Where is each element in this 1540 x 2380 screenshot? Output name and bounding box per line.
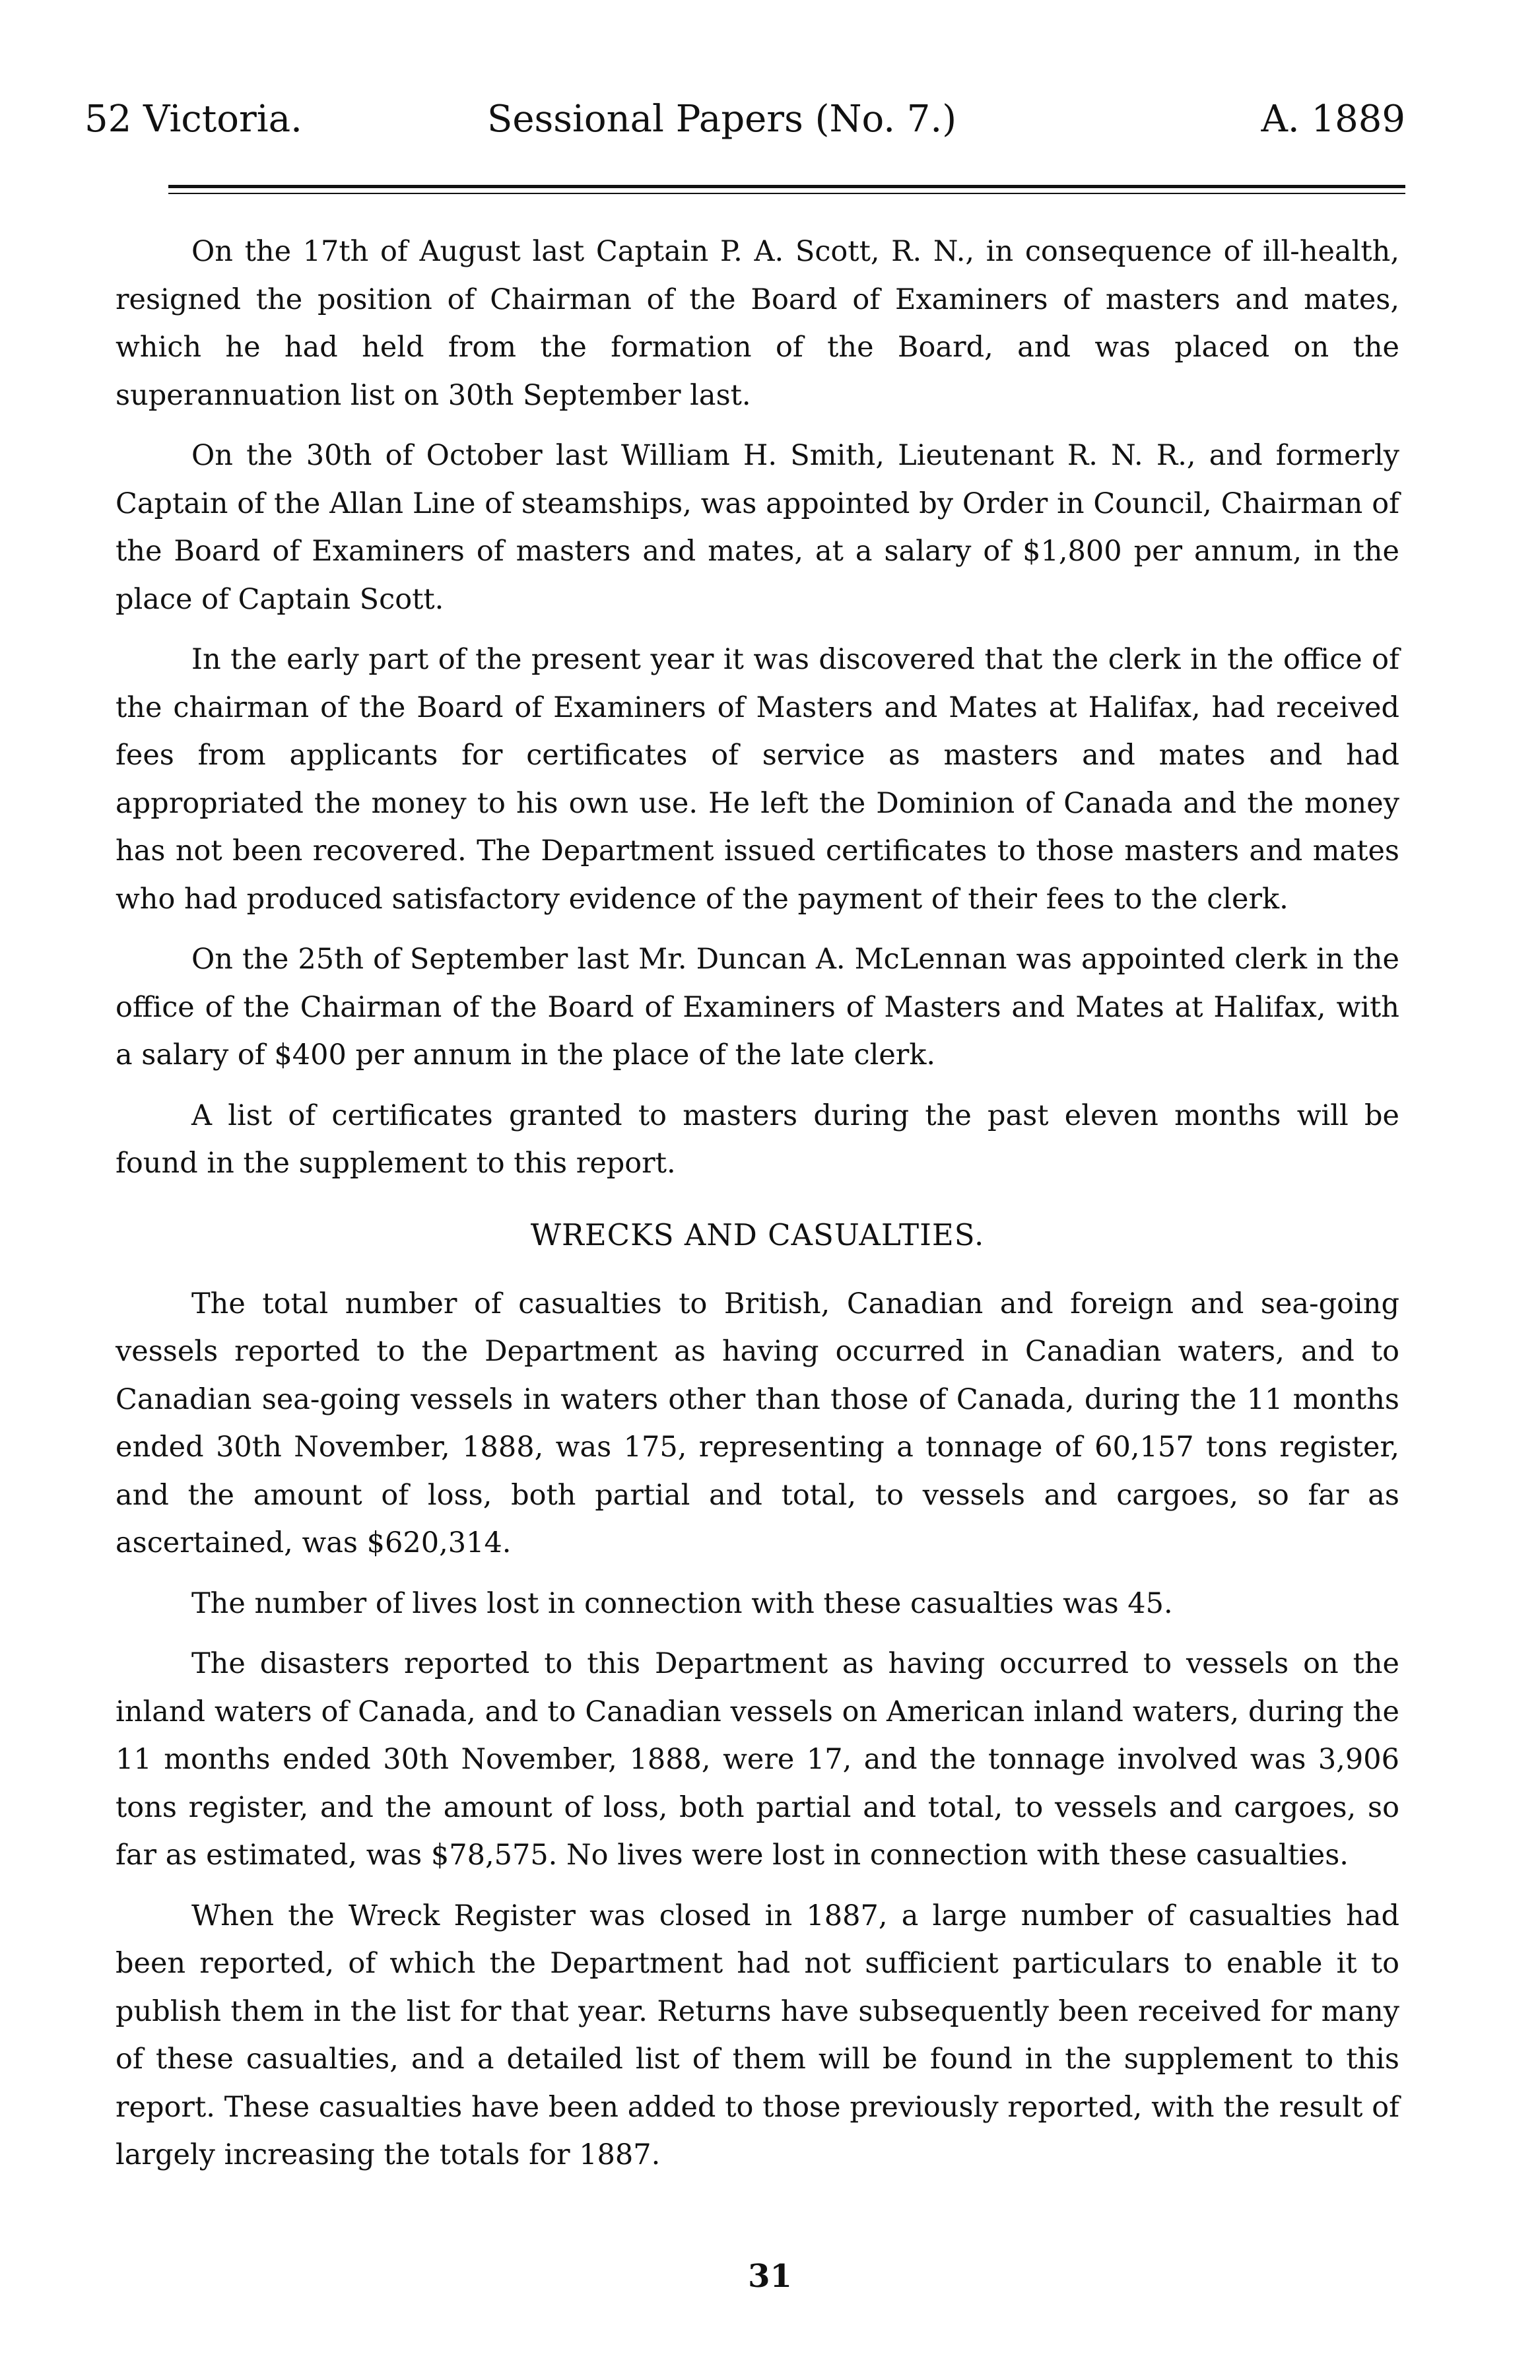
header-title: Sessional Papers (No. 7.): [487, 98, 957, 141]
body-text: [116, 228, 1399, 2192]
header-rule-thin: [168, 193, 1405, 194]
header-volume: 52 Victoria.: [84, 98, 302, 141]
paragraph: A list of certificates granted to masters during the past eleven months will be found in the supplement to this report.: [116, 1099, 1399, 1180]
page-number: 31: [748, 2258, 792, 2295]
paragraph: The total number of casualties to British, Canadian and foreign and sea-going vessels reported to the Department as having occurred in Canadian waters, and to Canadian sea-going vessels in waters other than those of Canada, during the 11 months ended 30th November, 1888, was 175, representing a tonnage of 60,157 tons register, and the amount of loss, both partial and total, to vessels and cargoes, so far as ascertained, was $620,314.: [116, 1287, 1399, 1559]
header-rule-thick: [168, 185, 1405, 188]
paragraph: In the early part of the present year it was discovered that the clerk in the office of the chairman of the Board of Examiners of Masters and Mates at Halifax, had received fees from applicants for certificates of service as masters and mates and had appropriated the money to his own use. He left the Dominion of Canada and the money has not been recovered. The Department issued certificates to those masters and mates who had produced satisfactory evidence of the payment of their fees to the clerk.: [116, 643, 1399, 916]
paragraph: On the 25th of September last Mr. Duncan A. McLennan was appointed clerk in the office of the Chairman of the Board of Examiners of Masters and Mates at Halifax, with a salary of $400 per annum in the place of the late clerk.: [116, 943, 1399, 1071]
paragraph: On the 17th of August last Captain P. A. Scott, R. N., in consequence of ill-health, resigned the position of Chairman of the Board of Examiners of masters and mates, which he had held from the formation of the Board, and was placed on the superannuation list on 30th September last.: [116, 235, 1399, 412]
paragraph: The disasters reported to this Department as having occurred to vessels on the inland waters of Canada, and to Canadian vessels on American inland waters, during the 11 months ended 30th November, 1888, were 17, and the tonnage involved was 3,906 tons register, and the amount of loss, both partial and total, to vessels and cargoes, so far as estimated, was $78,575. No lives were lost in connection with these casualties.: [116, 1647, 1399, 1872]
paragraph: The number of lives lost in connection with these casualties was 45.: [191, 1586, 1173, 1620]
running-header: [84, 98, 1405, 151]
section-heading: WRECKS AND CASUALTIES.: [530, 1217, 985, 1252]
paragraph: On the 30th of October last William H. Smith, Lieutenant R. N. R., and formerly Captain of the Allan Line of steamships, was appointed by Order in Council, Chairman of the Board of Examiners of masters and mates, at a salary of $1,800 per annum, in the place of Captain Scott.: [116, 439, 1399, 616]
paragraph: When the Wreck Register was closed in 1887, a large number of casualties had been reported, of which the Department had not sufficient particulars to enable it to publish them in the list for that year. Returns have subsequently been received for many of these casualties, and a detailed list of them will be found in the supplement to this report. These casualties have been added to those previously reported, with the result of largely increasing the totals for 1887.: [116, 1899, 1399, 2171]
header-year: A. 1889: [1261, 98, 1405, 141]
